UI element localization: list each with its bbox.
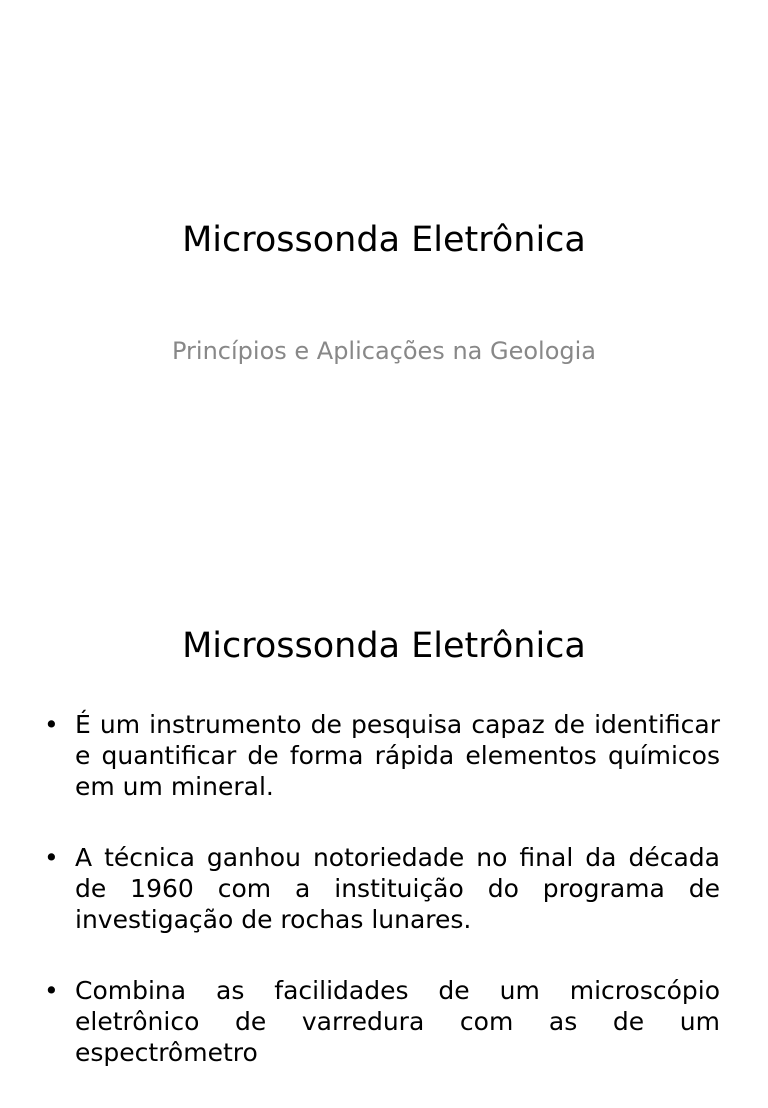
bullet-icon: • [44, 710, 59, 739]
slide-title: Microssonda Eletrônica [182, 220, 586, 260]
bullet-item [0, 709, 768, 802]
content-slide [0, 576, 768, 1067]
bullet-icon: • [44, 843, 59, 872]
bullet-icon: • [44, 976, 59, 1005]
bullet-text: Combina as facilidades de um microscópio eletrônico de varredura com as de um espectrômetro [75, 976, 720, 1067]
bullet-text: É um instrumento de pesquisa capaz de identificar e quantificar de forma rápida elementos químicos em um mineral. [75, 710, 720, 801]
bullet-list [0, 709, 768, 1108]
bullet-text: A técnica ganhou notoriedade no final da década de 1960 com a instituição do programa de investigação de rochas lunares. [75, 843, 720, 934]
slide-heading: Microssonda Eletrônica [182, 626, 586, 666]
bullet-item [0, 842, 768, 935]
bullet-item [0, 975, 768, 1068]
slide-subtitle: Princípios e Aplicações na Geologia [172, 337, 596, 365]
